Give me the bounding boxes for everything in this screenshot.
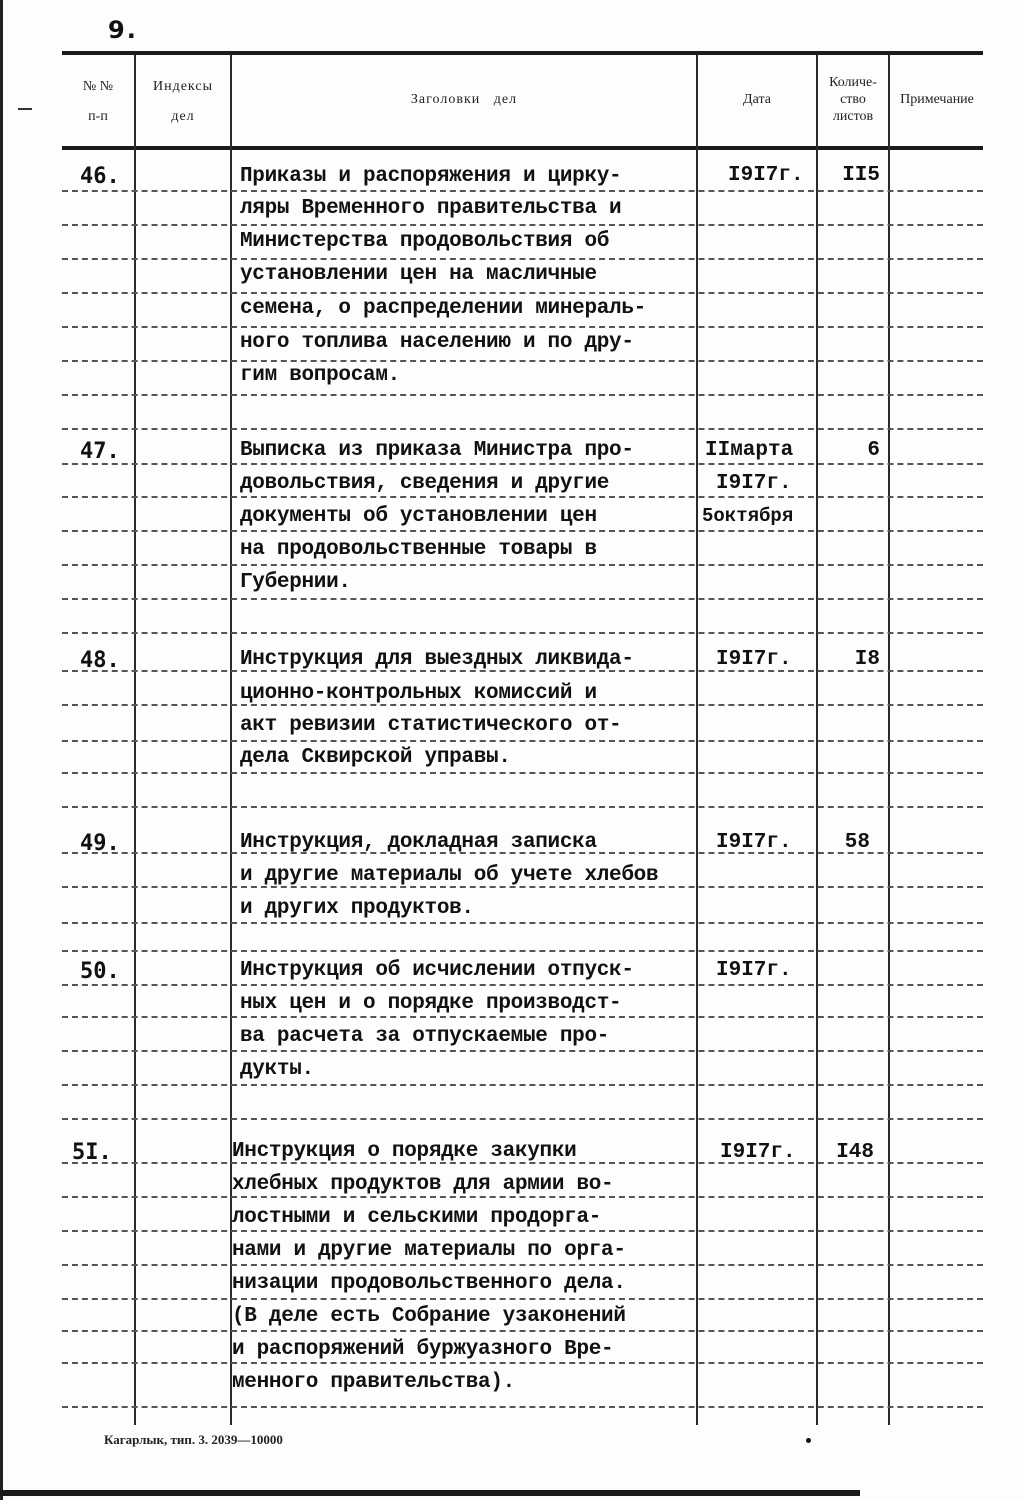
scan-bottom-edge <box>0 1490 860 1496</box>
ruled-line <box>62 740 983 742</box>
header-index-line: дел <box>171 109 195 124</box>
ruled-line <box>62 922 983 924</box>
entry-title-line: Инструкция об исчислении отпуск- <box>240 959 634 982</box>
ruled-line <box>62 1298 983 1300</box>
entry-number: 46. <box>80 164 120 189</box>
ruled-line <box>62 950 983 952</box>
entry-number: 49. <box>80 831 120 856</box>
entry-title-line: хлебных продуктов для армии во- <box>232 1173 614 1196</box>
entry-date: IIмарта <box>705 439 794 462</box>
entry-title-line: ляры Временного правительства и <box>240 197 622 220</box>
ruled-line <box>62 1084 983 1086</box>
header-sheets <box>818 74 888 125</box>
entry-sheets: II5 <box>842 164 880 187</box>
entry-title-line: Приказы и распоряжения и цирку- <box>240 165 622 188</box>
entry-date: I9I7г. <box>728 164 804 187</box>
entry-title-line: Министерства продовольствия об <box>240 230 610 253</box>
entry-title-line: менного правительства). <box>232 1371 515 1394</box>
header-top-rule <box>62 51 983 55</box>
scan-left-edge <box>0 0 3 1500</box>
ruled-line <box>62 1330 983 1332</box>
entry-number: 47. <box>80 439 120 464</box>
ruled-line <box>62 1264 983 1266</box>
entry-title-line: и другие материалы об учете хлебов <box>240 864 659 887</box>
ruled-line <box>62 292 983 294</box>
margin-mark <box>18 108 32 110</box>
entry-title-line: нами и другие материалы по орга- <box>232 1239 626 1262</box>
header-index <box>136 78 230 126</box>
header-date: Дата <box>743 92 771 107</box>
entry-date: I9I7г. <box>716 959 792 982</box>
entry-sheets: 58 <box>844 831 870 854</box>
ruled-line <box>62 598 983 600</box>
header-sheets-line: ство <box>840 92 866 107</box>
ruled-line <box>62 806 983 808</box>
entry-title-line: акт ревизии статистического от- <box>240 714 622 737</box>
ruled-line <box>62 360 983 362</box>
ruled-line <box>62 632 983 634</box>
entry-number: 48. <box>80 648 120 673</box>
ruled-line <box>62 1118 983 1120</box>
header-sheets-line: Количе- <box>829 75 877 90</box>
entry-title-line: дела Сквирской управы. <box>240 746 511 769</box>
entry-date: 5октября <box>702 505 794 527</box>
entry-number: 50. <box>80 959 120 984</box>
entry-title-line: Губернии. <box>240 571 351 594</box>
entry-title-line: документы об установлении цен <box>240 505 597 528</box>
entry-title-line: довольствия, сведения и другие <box>240 472 610 495</box>
entry-title-line: семена, о распределении минераль- <box>240 297 646 320</box>
entry-sheets: I8 <box>854 648 880 671</box>
entry-title-line: (В деле есть Собрание узаконений <box>232 1305 626 1328</box>
header-num-line: п-п <box>88 109 108 124</box>
header-num-line: № № <box>82 79 114 94</box>
ruled-line <box>62 1016 983 1018</box>
header-num <box>62 78 134 126</box>
ruled-line <box>62 190 983 192</box>
ruled-line <box>62 564 983 566</box>
ruled-line <box>62 258 983 260</box>
entry-title-line: и распоряжений буржуазного Вре- <box>232 1338 614 1361</box>
entry-title-line: Инструкция о порядке закупки <box>232 1140 577 1163</box>
ruled-line <box>62 326 983 328</box>
header-sheets-line: листов <box>832 109 874 124</box>
print-imprint: Кагарлык, тип. 3. 2039—10000 <box>104 1432 283 1447</box>
entry-sheets: I48 <box>836 1141 874 1164</box>
ruled-line <box>62 1196 983 1198</box>
entry-title-line: ных цен и о порядке производст- <box>240 992 622 1015</box>
ruled-line <box>62 224 983 226</box>
entry-number: 5I. <box>72 1140 112 1165</box>
ruled-line <box>62 428 983 430</box>
ruled-line <box>62 394 983 396</box>
header-bottom-rule <box>62 146 983 150</box>
ruled-line <box>62 1362 983 1364</box>
entry-title-line: низации продовольственного дела. <box>232 1272 626 1295</box>
ruled-line <box>62 1230 983 1232</box>
entry-date: I9I7г. <box>716 831 792 854</box>
entry-title-line: гим вопросам. <box>240 364 400 387</box>
ink-speck <box>806 1438 811 1443</box>
entry-sheets: 6 <box>867 439 880 462</box>
entry-title-line: на продовольственные товары в <box>240 538 597 561</box>
header-note: Примечание <box>900 92 974 107</box>
ruled-line <box>62 1050 983 1052</box>
entry-title-line: ционно-контрольных комиссий и <box>240 682 597 705</box>
entry-title-line: установлении цен на масличные <box>240 263 597 286</box>
entry-title-line: дукты. <box>240 1058 314 1081</box>
entry-title-line: Выписка из приказа Министра про- <box>240 439 634 462</box>
ruled-line <box>62 530 983 532</box>
ruled-line <box>62 496 983 498</box>
entry-date: I9I7г. <box>716 648 792 671</box>
ruled-line <box>62 772 983 774</box>
ruled-line <box>62 984 983 986</box>
page-number: 9. <box>108 16 138 44</box>
header-index-line: Индексы <box>152 79 213 94</box>
ruled-line <box>62 1406 983 1408</box>
entry-title-line: и других продуктов. <box>240 897 474 920</box>
entry-date: I9I7г. <box>720 1141 796 1164</box>
entry-title-line: лостными и сельскими продорга- <box>232 1206 602 1229</box>
ruled-line <box>62 463 983 465</box>
entry-title-line: ного топлива населению и по дру- <box>240 331 634 354</box>
entry-date: I9I7г. <box>716 472 792 495</box>
entry-title-line: Инструкция для выездных ликвида- <box>240 648 634 671</box>
header-title: Заголовки дел <box>410 92 518 107</box>
entry-title-line: Инструкция, докладная записка <box>240 831 597 854</box>
entry-title-line: ва расчета за отпускаемые про- <box>240 1025 610 1048</box>
